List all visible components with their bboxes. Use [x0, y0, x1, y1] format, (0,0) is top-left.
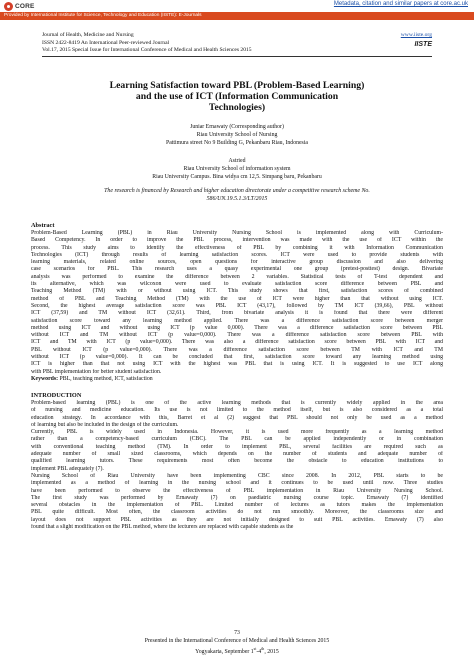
author-block-1: [42, 124, 432, 147]
core-logo-icon: [4, 2, 13, 11]
title-line: Learning Satisfaction toward PBL (Problem-Based Learning): [109, 80, 365, 91]
text-line: ICT (37,59) and TM without ICT (32,61). Third, from bivariate analysis it is found that there were different: [31, 310, 443, 317]
funding-line: 586/UN.19.5.1.3/LT/2015: [206, 195, 268, 202]
footer-sup1: st: [253, 646, 257, 652]
author-name: Astried: [228, 158, 246, 164]
author-address: Pattimura street No 9 Building G, Pekanbaru Riau, Indonesia: [166, 139, 308, 146]
metadata-link[interactable]: Metadata, citation and similar papers at core.ac.uk: [333, 1, 468, 7]
text-line: without ICT (p value=0,000). It can be concluded that first, satisfaction score toward any learning method using: [31, 354, 443, 361]
text-line: have been performed to observe the effectiveness of PBL implementation in Riau University Nursing School.: [31, 487, 443, 494]
footer-place: [42, 645, 432, 657]
abstract-body: [31, 230, 443, 376]
provided-by-text[interactable]: Provided by International Institute for Science, Technology and Education (IISTE): E-Journals: [4, 13, 202, 18]
journal-logo: IISTE: [414, 41, 432, 48]
journal-volume: Vol.17, 2015 Special Issue for International Conference of Medical and Health Sciences 2015: [42, 47, 252, 54]
author-name: Juniar Ernawaty (Corresponding author): [190, 124, 284, 130]
core-logo-text: CORE: [15, 2, 35, 10]
abstract-heading: Abstract: [31, 222, 55, 229]
core-bar: [0, 0, 474, 12]
text-line: method of PBL and Teaching Method (TM) with the use of ICT were higher than that without using ICT.: [31, 295, 443, 302]
text-line: learning materials, related online sources, open questions for interactive group discussion and also delivering: [31, 259, 443, 266]
text-line: method using ICT and without using ICT (p value 0,000). There was a difference satisfaction score between PBL: [31, 324, 443, 331]
funding-line: The research is financed by Research and higher education directorate under a competitive research scheme No.: [104, 188, 370, 194]
footer-year: , 2015: [264, 649, 279, 656]
text-line: Currently, PBL is widely used in Indonesia. However, it is used more frequently as a learning method: [31, 429, 443, 436]
text-line: The first study was performed by Ernawaty (7) on paediatric nursing course topic. Ernawaty (7) identified: [31, 494, 443, 501]
funding-note: [42, 188, 432, 204]
text-line: with conventional teaching method (TM). In order to implement PBL, several facilities are required such as: [31, 443, 443, 450]
text-line: Based Competency. In order to improve the PBL process, intervention was made with the use of ICT within the: [31, 237, 443, 244]
text-line: ICT and TM with ICT (p value=0,000). There was also a difference satisfaction score between PBL with ICT and: [31, 339, 443, 346]
keywords-list: PBL, teaching method, ICT, satisfaction: [58, 376, 153, 382]
text-line: education strategy. In accordance with this, Barret et al (2) suggest that PBL should not only be used as a method: [31, 414, 443, 421]
core-logo[interactable]: [4, 0, 35, 12]
keywords-label: Keywords:: [31, 376, 59, 382]
text-line: several obstacles in the implementation of PBL. Limited number of lectures as tutors makes the implementation: [31, 502, 443, 509]
journal-issn: ISSN 2422-8419 An International Peer-reviewed Journal: [42, 39, 170, 46]
text-line: Second, the highest average satisfaction score was PBL ICT (43,17), followed by TM ICT (39,66), PBL without: [31, 302, 443, 309]
page-footer: [42, 630, 432, 657]
journal-header: [42, 32, 432, 55]
text-line: qualified learning tutors. These requirements most often become the obstacle to education institutions to: [31, 458, 443, 465]
text-line: PBL without ICT (p value=0,000). There was a difference satisfaction score between TM with ICT and TM: [31, 346, 443, 353]
text-line: analysis was performed to examine the difference between 2 variables. Statistical tests of T-test dependent and: [31, 273, 443, 280]
text-line: rather than a competency-based curriculum (CBC). The PBL can be applied independently or in combination: [31, 436, 443, 443]
text-line: Problem-based learning (PBL) is one of the active learning methods that is currently widely applied in the area: [31, 400, 443, 406]
text-line: Technologies (ICT) through results of learning satisfaction scores. ICT were used to provide students with: [31, 251, 443, 258]
author-address: Riau University Campus. Bina widya cm 12,5. Simpang baru, Pekanbaru: [152, 173, 322, 180]
text-line: with PBL implementation for better student satisfaction.: [31, 368, 162, 375]
footer-sup2: th: [261, 646, 265, 652]
footer-conference: Presented in the International Conference of Medical and Health Sciences 2015: [144, 637, 330, 644]
text-line: its alternative, which was wilcoxon were used to evaluate satisfaction score difference between PBL and: [31, 281, 443, 288]
author-affiliation: Riau University School of information system: [183, 165, 291, 172]
text-line: layout does not support PBL activities as they are not initially designed to suit PBL activities. Ernawaty (7) also: [31, 516, 443, 523]
text-line: Nursing School of Riau University have been implementing CBC since 2008. In 2012, PBL starts to be: [31, 472, 443, 479]
text-line: Problem-Based Learning (PBL) in Riau University Nursing School is implemented along with Curriculum-: [31, 230, 443, 236]
introduction-body: [31, 400, 443, 531]
text-line: PBL quite difficult. Most often, the classroom activities do not run smoothly. Moreover, the classrooms size and: [31, 509, 443, 516]
header-divider: [42, 56, 432, 57]
text-line: ICT is higher than that not using ICT with the highest was PBL that is using ICT. It is suggested to use ICT along: [31, 361, 443, 368]
text-line: Teaching Method (TM) with or without using ICT. This study shows that first, satisfaction scores of combined: [31, 288, 443, 295]
text-line: implemented as a method of learning in the nursing school and it continues to be used until now. Three studies: [31, 480, 443, 487]
journal-name: Journal of Health, Medicine and Nursing: [42, 32, 134, 38]
text-line: of nursing and medicine education. Its use is not limited to the method itself, but is also considered as a total: [31, 407, 443, 414]
journal-url[interactable]: www.iiste.org: [400, 32, 432, 38]
text-line: without ICT and TM without ICT (p value=0,000). There was a difference satisfaction score between PBL with: [31, 332, 443, 339]
text-line: satisfaction score toward any learning method applied. There was a difference satisfaction score between merger: [31, 317, 443, 324]
page-number: 73: [234, 630, 240, 636]
text-line: found that a slight modification on the PBL method, where the lecturers are replaced with capable students as the: [31, 524, 294, 531]
author-block-2: [42, 158, 432, 181]
title-line: and the use of ICT (Information Communication: [135, 91, 339, 102]
text-line: of learning but also be included in the design of the curriculum.: [31, 421, 179, 428]
paper-title: [42, 80, 432, 113]
footer-dash: -4: [256, 649, 262, 656]
text-line: adequate number of small sized classrooms, which depends on the number of students and adequate number of: [31, 451, 443, 458]
text-line: process. This study aims to identify the effectiveness of PBL by combining it with Information Communication: [31, 244, 443, 251]
text-line: case scenarios for PBL. This research uses a quasy experimental one group (pretest-posttest) design. Bivariate: [31, 266, 443, 273]
title-line: Technologies): [208, 102, 266, 113]
text-line: implement PBL adequately (7).: [31, 465, 104, 472]
footer-place-text: Yogyakarta, September 1: [195, 649, 254, 656]
author-affiliation: Riau University School of Nursing: [196, 131, 278, 138]
provided-by-bar: [0, 12, 474, 20]
keywords: [31, 376, 443, 383]
introduction-heading: INTRODUCTION: [31, 392, 82, 399]
